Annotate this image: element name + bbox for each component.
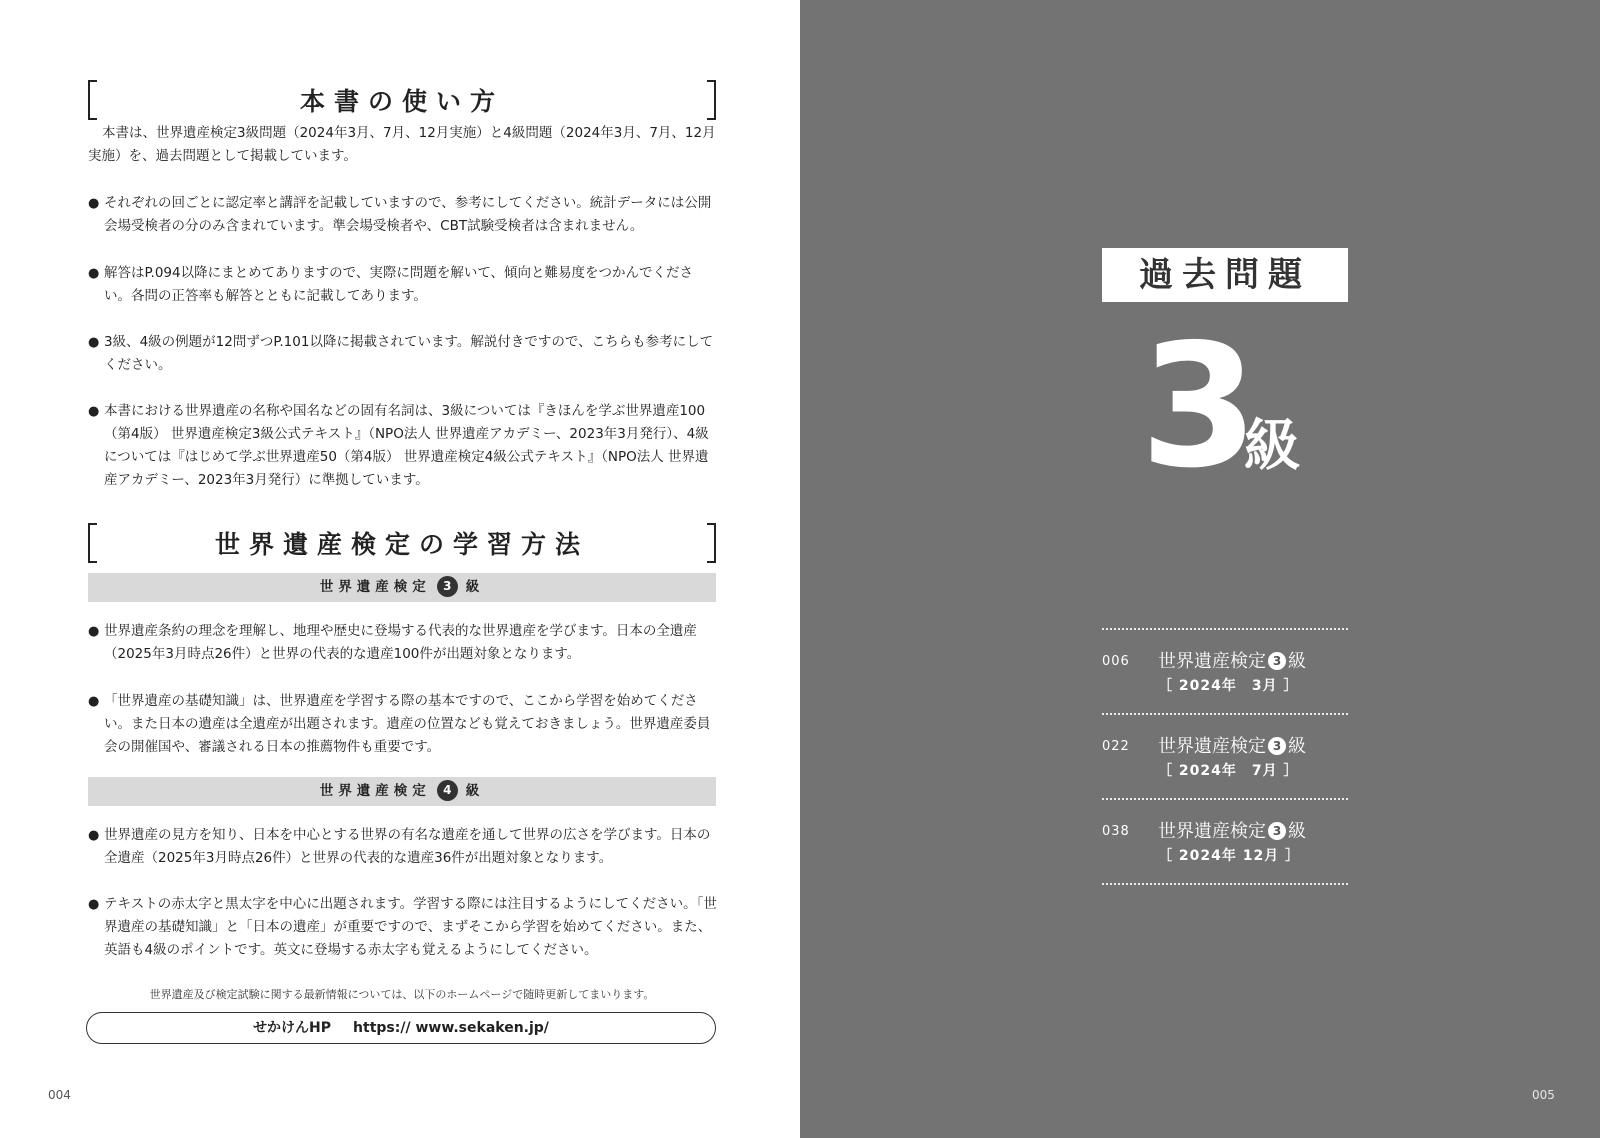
right-bracket [707,80,716,120]
bullet-item: ● 本書における世界遺産の名称や国名などの固有名詞は、3級については『きほんを学ぶ世界遺産100（第4版） 世界遺産検定3級公式テキスト』（NPO法人 世界遺産アカデミー、2023年3月発行）、4級については『はじめて学ぶ世界遺産50（第4版） 世界遺産検定4級公式テキスト』（NPO法人 世界遺産アカデミー、2023年3月発行）に準拠しています。 [88,400,718,492]
past-exams-title: 過去問題 [1102,248,1348,302]
toc-title [1158,647,1306,673]
homepage-url-link[interactable]: https:// www.sekaken.jp/ [353,1020,549,1036]
bullet-item: ● テキストの赤太字と黒太字を中心に出題されます。学習する際には注目するようにしてください。「世界遺産の基礎知識」と「日本の遺産」が重要ですので、まずそこから学習を始めてください。また、英語も4級のポイントです。英文に登場する赤太字も覚えるようにしてください。 [88,893,718,962]
toc-title-text: 世界遺産検定 [1158,736,1266,757]
grade-number-badge: 3 [1268,822,1286,840]
bullet-item: ● 世界遺産条約の理念を理解し、地理や歴史に登場する代表的な世界遺産を学びます。日本の全遺産（2025年3月時点26件）と世界の代表的な遺産100件が出題対象となります。 [88,620,718,666]
section-title-text: 本書の使い方 [299,87,504,116]
toc-title-suffix: 級 [1288,736,1306,757]
bullet-item: ● 解答はP.094以降にまとめてありますので、実際に問題を解いて、傾向と難易度をつかんでください。各問の正答率も解答とともに記載してあります。 [88,262,718,308]
section-title-text: 世界遺産検定の学習方法 [214,530,589,559]
toc-item[interactable] [1102,715,1348,798]
toc-item[interactable] [1102,800,1348,883]
dotted-divider [1102,883,1348,885]
grade-bar-suffix: 級 [465,783,485,799]
toc-page-number: 022 [1102,739,1130,754]
big-grade-number: 3 [1140,308,1259,506]
grade-number-badge: 3 [1268,652,1286,670]
bullet-item: ● それぞれの回ごとに認定率と講評を記載していますので、参考にしてください。統計データには公開会場受検者の分のみ含まれています。準会場受検者や、CBT試験受検者は含まれません。 [88,192,718,238]
grade-number-badge: 3 [437,576,458,597]
toc-page-number: 038 [1102,824,1130,839]
section-title-how-to-use [88,80,716,118]
page-number-right: 005 [1532,1088,1555,1102]
toc-title [1158,817,1306,843]
bullet-item: ● 世界遺産の見方を知り、日本を中心とする世界の有名な遺産を通して世界の広さを学びます。日本の全遺産（2025年3月時点26件）と世界の代表的な遺産36件が出題対象となります。 [88,824,718,870]
grade-bar-suffix: 級 [465,579,485,595]
grade3-bar [88,573,716,602]
homepage-box [86,1012,716,1044]
right-bracket [707,523,716,563]
toc-title-text: 世界遺産検定 [1158,651,1266,672]
big-grade-suffix: 級 [1244,414,1300,479]
toc-item[interactable] [1102,630,1348,713]
grade-bar-label: 世界遺産検定 [319,783,431,799]
grade-number-badge: 4 [437,780,458,801]
toc-title-suffix: 級 [1288,651,1306,672]
grade-number-badge: 3 [1268,737,1286,755]
bullet-item: ● 「世界遺産の基礎知識」は、世界遺産を学習する際の基本ですので、ここから学習を始めてください。また日本の遺産は全遺産が出題されます。遺産の位置なども覚えておきましょう。世界遺産委員会の開催国や、審議される日本の推薦物件も重要です。 [88,690,718,759]
toc-date: ［ 2024年 3月 ］ [1158,678,1299,694]
toc-title [1158,732,1306,758]
grade-bar-label: 世界遺産検定 [319,579,431,595]
intro-paragraph: 本書は、世界遺産検定3級問題（2024年3月、7月、12月実施）と4級問題（2024年3月、7月、12月実施）を、過去問題として掲載しています。 [88,125,716,164]
toc-title-text: 世界遺産検定 [1158,821,1266,842]
right-page [800,0,1600,1138]
bullet-item: ● 3級、4級の例題が12問ずつP.101以降に掲載されています。解説付きですので、こちらも参考にしてください。 [88,331,718,377]
toc-date: ［ 2024年 7月 ］ [1158,763,1299,779]
toc-page-number: 006 [1102,654,1130,669]
notice-text: 世界遺産及び検定試験に関する最新情報については、以下のホームページで随時更新してまいります。 [149,988,655,1001]
page-number-left: 004 [48,1088,71,1102]
section-title-study-method [88,523,716,561]
toc-title-suffix: 級 [1288,821,1306,842]
grade4-bar [88,777,716,806]
toc-date: ［ 2024年 12月 ］ [1158,848,1301,864]
table-of-contents [1102,628,1348,885]
homepage-label: せかけんHP [253,1020,332,1036]
